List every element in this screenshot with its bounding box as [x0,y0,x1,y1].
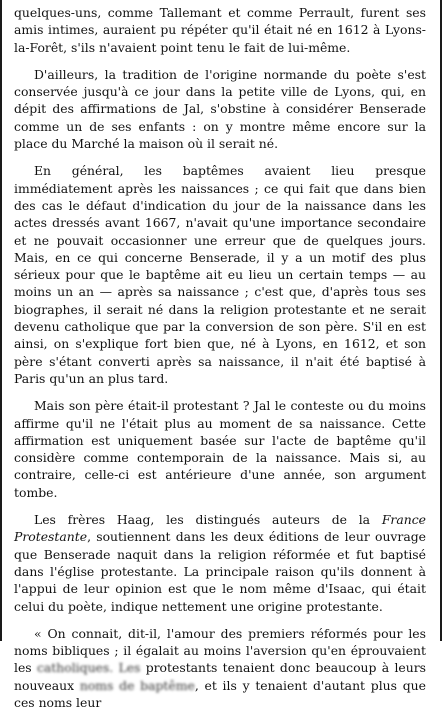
paragraph-4: Mais son père était-il protestant ? Jal le conteste ou du moins affirme qu'il ne l'était plus au moment de sa naissance. Cette affirmation est uniquement basée sur l'acte de baptême qu'il considère comme contemporain de la naissance. Mais si, au contraire, celle-ci est antérieure d'une année, son argument tombe. [14,398,426,500]
blurred-text: catholiques. Les [36,660,141,676]
paragraph-6: « On connait, dit-il, l'amour des premiers réformés pour les noms bibliques ; il égalait au moins l'aversion qu'en éprouvaient les catholiques. Les protestants tenaient donc beaucoup à leurs nouveaux noms de baptême, et ils y tenaient d'autant plus que ces noms leur [14,625,427,710]
paragraph-3: En général, les baptêmes avaient lieu presque immédiatement après les naissances ; ce qui fait que dans bien des cas le défaut d'indication du jour de la naissance dans les actes dressés avant 1667, n'avait qu'une importance secondaire et ne pouvait occasionner une erreur que de quelques jours. Mais, en ce qui concerne Benserade, il y a un motif des plus sérieux pour que le baptême ait eu lieu un certain temps — au moins un an — après sa naissance ; c'est que, d'après tous ses biographes, il serait né dans la religion protestante et ne serait devenu catholique que par la conversion de son père. S'il en est ainsi, on s'explique fort bien que, né à Lyons, en 1612, et son père s'étant converti après sa naissance, il n'ait été baptisé à Paris qu'un an plus tard. [14,163,426,386]
paragraph-2: D'ailleurs, la tradition de l'origine normande du poète s'est conservée jusqu'à ce jour dans la petite ville de Lyons, qui, en dépit des affirmations de Jal, s'obstine à considérer Benserade comme un de ses enfants : on y montre même encore sur la place du Marché la maison où il serait né. [14,66,426,152]
body-text [14,4,426,711]
page-left-border [0,0,2,641]
book-title: France Protestante [14,512,426,545]
paragraph-1: quelques-uns, comme Tallemant et comme Perrault, furent ses amis intimes, auraient pu répéter qu'il était né en 1612 à Lyons-la-Forêt, s'ils n'avaient point tenu le fait de lui-même. [14,5,426,55]
blurred-text: noms de baptême [79,677,195,693]
paragraph-5: Les frères Haag, les distingués auteurs de la France Protestante, soutiennent dans les deux éditions de leur ouvrage que Benserade naquit dans la religion réformée et fut baptisé dans l'église protestante. La principale raison qu'ils donnent à l'appui de leur opinion est que le nom même d'Isaac, qui était celui du poète, indique nettement une origine protestante. [14,512,426,614]
